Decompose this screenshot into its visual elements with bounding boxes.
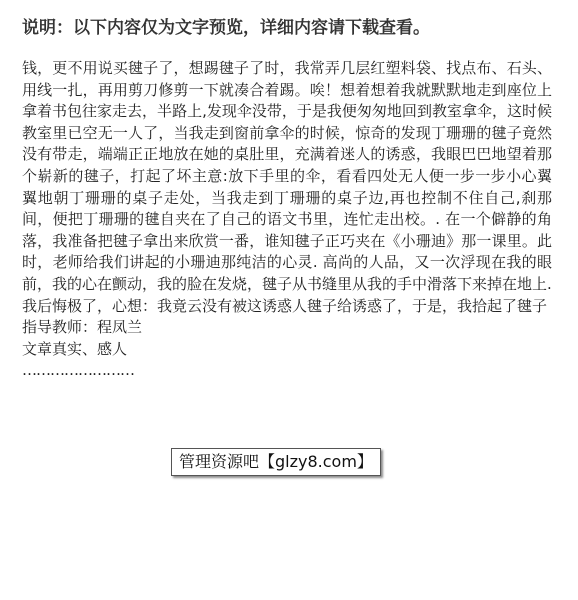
instructor-line: 指导教师：程凤兰: [22, 318, 143, 337]
paragraph-regret: 我后悔极了，心想：我竟云没有被这诱惑人毽子给诱惑了，于是，我拾起了毽子: [22, 296, 548, 315]
site-watermark: 管理资源吧【glzy8.com】: [171, 448, 381, 476]
document-body: [22, 58, 552, 382]
preview-notice: 说明：以下内容仅为文字预览，详细内容请下载查看。: [22, 18, 430, 38]
comment-line: 文章真实、感人: [22, 339, 128, 358]
ellipsis-line: ……………………: [22, 361, 134, 380]
paragraph-main: 钱，更不用说买毽子了，想踢毽子了时，我常弄几层红塑料袋、找点布、石头、用线一扎，再用剪刀修剪一下就凑合着踢。唉！想着想着我就默默地走到座位上拿着书包往家走去，半路上,发现伞没带，于是我便匆匆地回到教室拿伞，这时候教室里已空无一人了，当我走到窗前拿伞的时候，惊奇的发现丁珊珊的毽子竟然没有带走，端端正正地放在她的桌肚里，充满着迷人的诱惑，我眼巴巴地望着那个崭新的毽子，打起了坏主意:放下手里的伞，看看四处无人便一步一步小心翼翼地朝丁珊珊的桌子走处，当我走到丁珊珊的桌子边,再也控制不住自己,刹那间，便把丁珊珊的毽自夹在了自己的语文书里，连忙走出校。. 在一个僻静的角落，我准备把毽子拿出来欣赏一番，谁知毽子正巧夹在《小珊迪》那一课里。此时，老师给我们讲起的小珊迪那纯洁的心灵. 高尚的人品，又一次浮现在我的眼前，我的心在颤动，我的脸在发烧，毽子从书缝里从我的手中滑落下来掉在地上.: [22, 59, 552, 293]
